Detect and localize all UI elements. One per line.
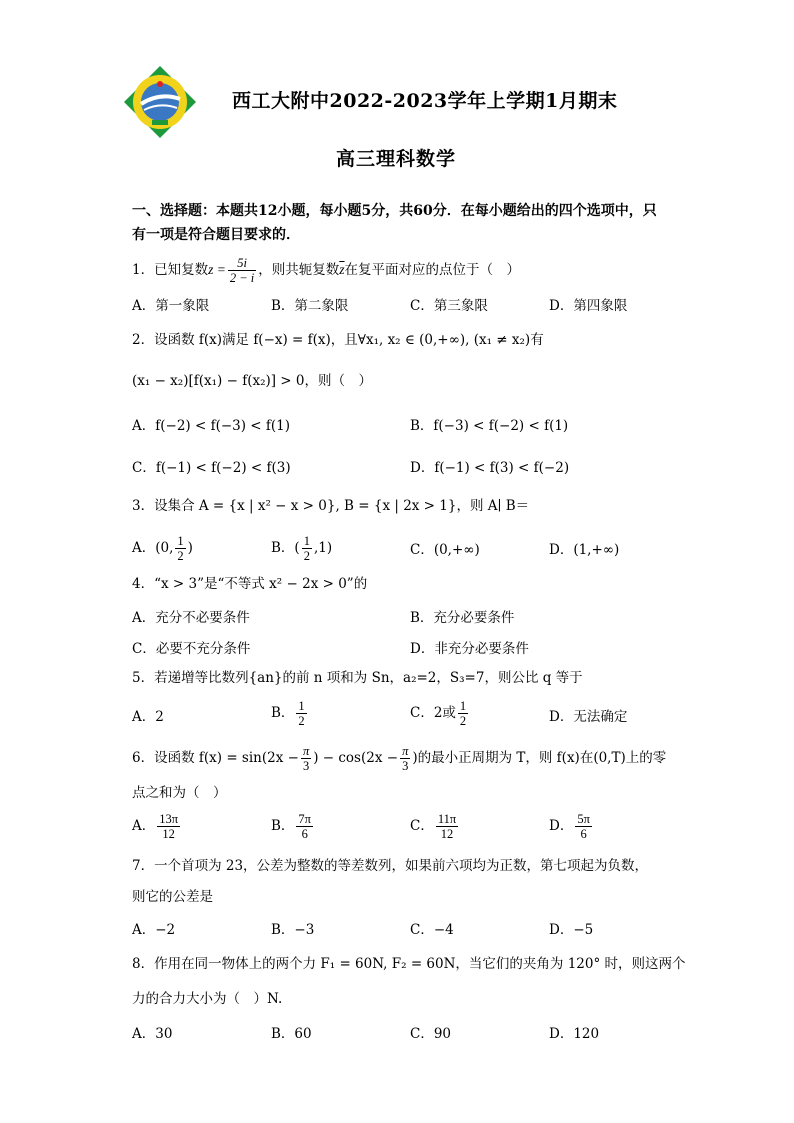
q4-option-d: D．非充分必要条件	[410, 641, 529, 657]
q5-c-den: 2	[459, 714, 467, 728]
q4-stem: 4．“x > 3”是“不等式 x² − 2x > 0”的	[132, 576, 368, 592]
exam-subtitle: 高三理科数学	[336, 148, 457, 170]
q8-option-b: B．60	[271, 1026, 312, 1042]
q1-num: 5i	[228, 256, 256, 271]
q5-option-c-prefix: C．2或	[410, 705, 456, 721]
q6-stem-line1	[132, 744, 666, 773]
q6-prefix: 6．设函数 f(x) = sin(2x −	[132, 750, 299, 766]
q8-stem-line1: 8．作用在同一物体上的两个力 F₁ = 60N, F₂ = 60N，当它们的夹角为 120° 时，则这两个	[132, 956, 686, 972]
q5-option-d: D．无法确定	[549, 709, 628, 725]
q7-stem-line2: 则它的公差是	[132, 889, 213, 905]
q1-option-b: B．第二象限	[271, 298, 349, 314]
q5-option-c	[410, 699, 470, 728]
q6-c-fraction	[436, 812, 458, 841]
q6-frac1-den: 3	[302, 759, 310, 773]
q3-option-b	[271, 534, 332, 563]
q3-a-den: 2	[177, 549, 184, 563]
exam-title: 西工大附中2022-2023学年上学期1月期末	[232, 90, 618, 112]
q7-option-d: D．−5	[549, 922, 594, 938]
q7-stem-line1: 7．一个首项为 23，公差为整数的等差数列，如果前六项均为正数，第七项起为负数，	[132, 858, 649, 874]
q2-option-d: D．f(−1) < f(3) < f(−2)	[410, 460, 570, 476]
q7-option-a: A．−2	[132, 922, 176, 938]
q3-option-a	[132, 534, 193, 563]
q6-frac2	[400, 744, 410, 773]
q3-option-b-prefix: B．(	[271, 540, 300, 556]
q6-d-num: 5π	[577, 812, 590, 826]
q3-option-c: C．(0,+∞)	[410, 542, 480, 558]
q6-a-fraction	[157, 812, 180, 841]
q3-stem: 3．设集合 A = {x | x² − x > 0}, B = {x | 2x > 1}，则 A∣ B＝	[132, 498, 530, 514]
q6-option-c	[410, 812, 460, 841]
q4-option-c: C．必要不充分条件	[132, 641, 251, 657]
q6-c-den: 12	[440, 827, 454, 841]
q6-frac1	[301, 744, 311, 773]
q6-b-den: 6	[301, 827, 308, 841]
q1-zbar: $\overline{z}$	[339, 262, 345, 277]
q8-option-a: A．30	[132, 1026, 173, 1042]
q2-stem-line1: 2．设函数 f(x)满足 f(−x) = f(x)，且∀x₁, x₂ ∈ (0,+∞), (x₁ ≠ x₂)有	[132, 332, 544, 348]
q7-option-c: C．−4	[410, 922, 454, 938]
q6-d-label: D．	[549, 818, 574, 834]
q3-option-a-prefix: A．(0,	[132, 540, 174, 556]
q3-option-a-tail: )	[187, 540, 193, 556]
q3-option-d: D．(1,+∞)	[549, 542, 620, 558]
q6-option-a	[132, 812, 182, 841]
q3-option-a-fraction	[175, 534, 185, 563]
q7-option-b: B．−3	[271, 922, 315, 938]
q6-option-d	[549, 812, 594, 841]
q6-a-num: 13π	[159, 812, 179, 826]
q6-b-label: B．	[271, 818, 295, 834]
q6-b-fraction	[296, 812, 313, 841]
q1-den: 2 − i	[229, 271, 255, 285]
logo-band	[152, 120, 168, 125]
q6-a-label: A．	[132, 818, 156, 834]
q5-option-b-prefix: B．	[271, 705, 295, 721]
q6-mid: ) − cos(2x −	[313, 750, 399, 766]
q1-stem	[132, 256, 520, 285]
q6-frac1-num: π	[302, 744, 310, 758]
q8-option-c: C．90	[410, 1026, 452, 1042]
q6-frac2-den: 3	[402, 759, 409, 773]
q5-option-b-fraction	[296, 699, 306, 728]
q5-option-c-fraction	[458, 699, 468, 728]
section-heading-line2: 有一项是符合题目要求的．	[132, 227, 300, 243]
q3-a-num: 1	[177, 534, 184, 548]
q6-frac2-num: π	[402, 744, 409, 758]
q2-option-c: C．f(−1) < f(−2) < f(3)	[132, 460, 291, 476]
q1-option-a: A．第一象限	[132, 298, 210, 314]
q6-option-b	[271, 812, 315, 841]
q6-tail: )的最小正周期为 T，则 f(x)在(0,T)上的零	[412, 750, 667, 766]
q1-lhs: z =	[208, 262, 226, 277]
q6-stem-line2: 点之和为（ ）	[132, 785, 227, 801]
q5-option-b	[271, 699, 309, 728]
q6-b-num: 7π	[298, 812, 311, 826]
q1-fraction	[228, 256, 256, 285]
logo-dot	[157, 81, 163, 87]
q4-option-a: A．充分不必要条件	[132, 610, 250, 626]
q1-suffix: ，则共轭复数	[258, 262, 340, 278]
q2-stem-line2: (x₁ − x₂)[f(x₁) − f(x₂)] > 0，则（ ）	[132, 373, 373, 389]
q8-stem-line2: 力的合力大小为（ ）N.	[132, 991, 283, 1007]
q2-option-b: B．f(−3) < f(−2) < f(1)	[410, 418, 569, 434]
q6-c-label: C．	[410, 818, 434, 834]
q2-option-a: A．f(−2) < f(−3) < f(1)	[132, 418, 291, 434]
q6-d-den: 6	[580, 827, 587, 841]
q6-a-den: 12	[162, 827, 175, 841]
q5-b-num: 1	[298, 699, 305, 713]
q3-option-b-fraction	[302, 534, 312, 563]
q8-option-d: D．120	[549, 1026, 600, 1042]
q5-stem: 5．若递增等比数列{an}的前 n 项和为 Sn，a₂=2，S₃=7，则公比 q 等于	[132, 670, 583, 686]
q5-b-den: 2	[298, 714, 305, 728]
q5-c-num: 1	[459, 699, 467, 713]
q4-option-b: B．充分必要条件	[410, 610, 515, 626]
q1-prefix: 1．已知复数	[132, 262, 209, 278]
q1-tail: 在复平面对应的点位于（ ）	[344, 262, 521, 278]
q6-d-fraction	[575, 812, 592, 841]
q5-option-a: A．2	[132, 709, 164, 725]
q3-b-num: 1	[303, 534, 310, 548]
q6-c-num: 11π	[437, 812, 457, 826]
section-heading-line1: 一、选择题：本题共12小题，每小题5分，共60分．在每小题给出的四个选项中，只	[132, 203, 657, 219]
q1-option-d: D．第四象限	[549, 298, 628, 314]
q3-b-den: 2	[303, 549, 310, 563]
q3-option-b-tail: ,1)	[313, 540, 333, 556]
q1-option-c: C．第三象限	[410, 298, 488, 314]
school-logo	[122, 64, 198, 140]
